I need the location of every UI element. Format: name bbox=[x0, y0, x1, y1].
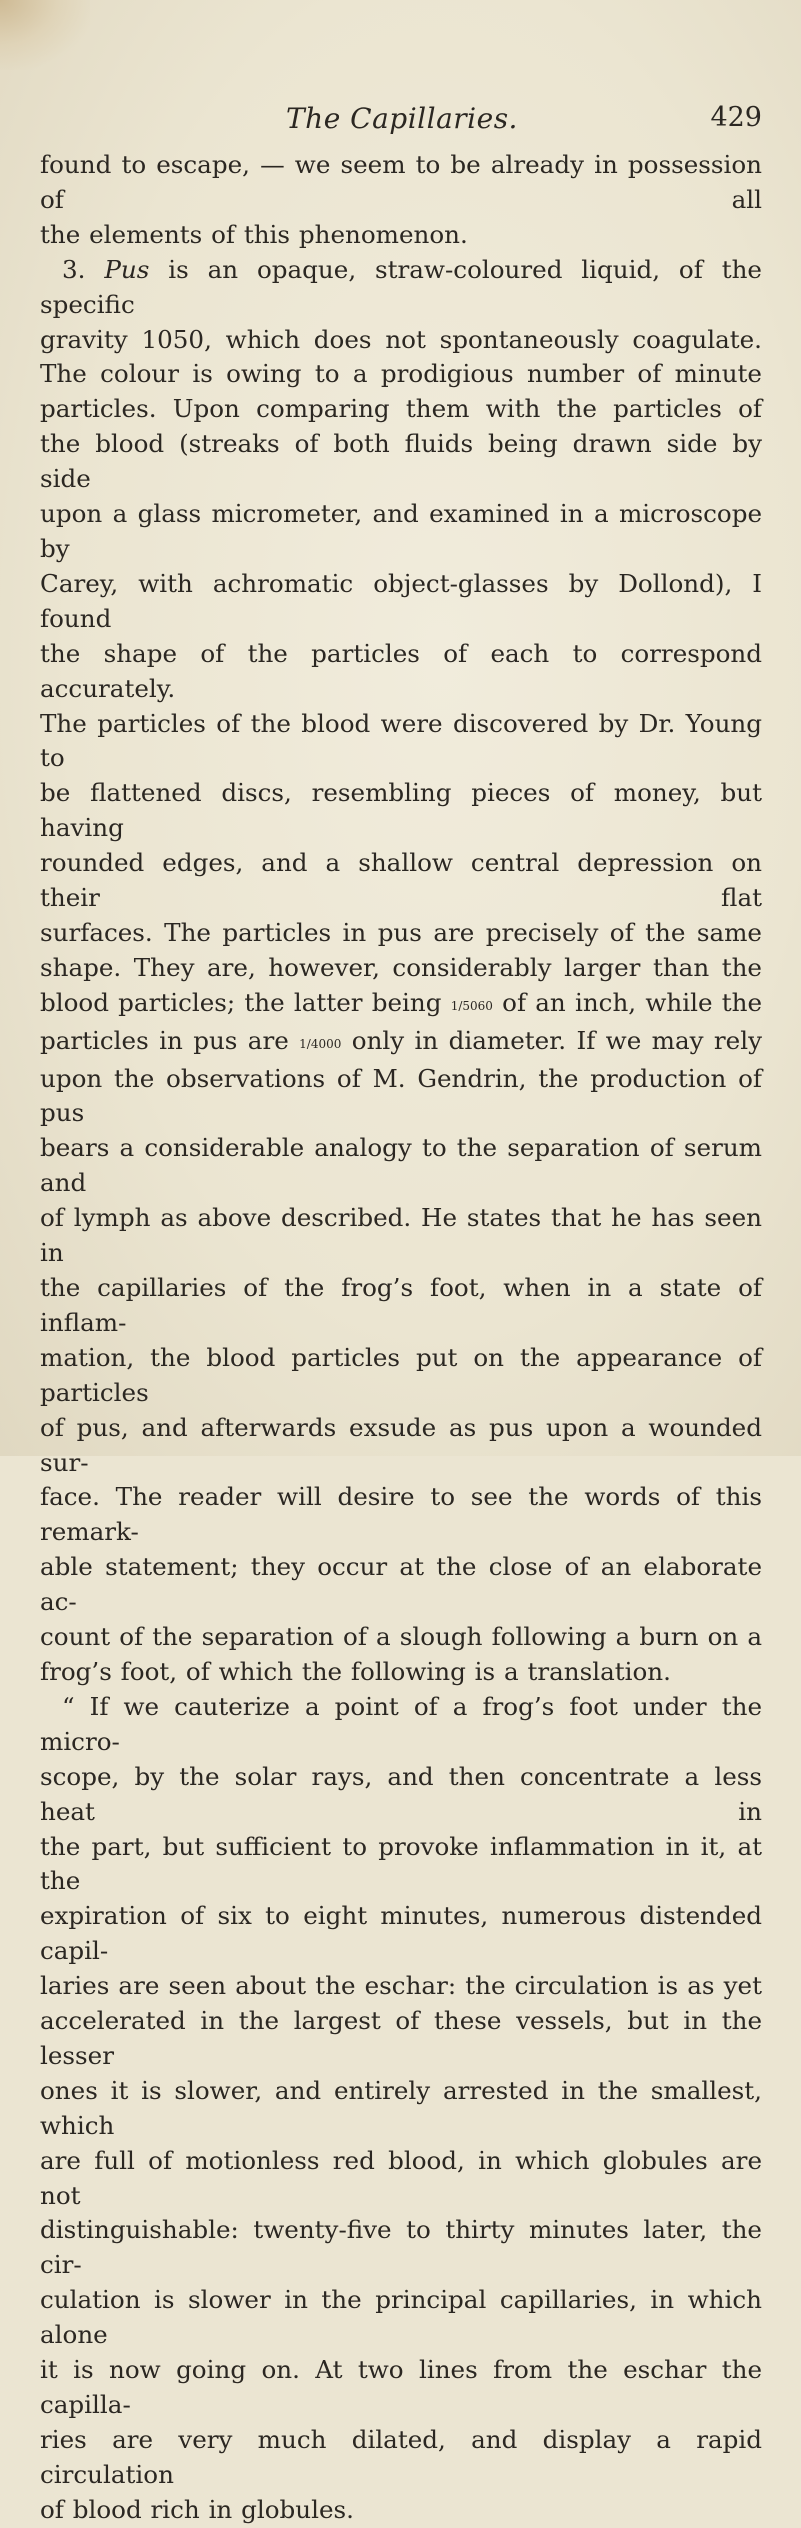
text-line: face. The reader will desire to see the words of this remark- bbox=[40, 1482, 762, 1547]
text-line: the elements of this phenomenon. bbox=[40, 219, 468, 249]
text-line: particles in pus are 1/4000 only in diameter. If we may rely bbox=[40, 1025, 762, 1055]
text-line: accelerated in the largest of these vessels, but in the lesser bbox=[40, 2006, 762, 2070]
text-line: ries are very much dilated, and display a rapid circulation bbox=[40, 2424, 762, 2489]
text-line: culation is slower in the principal capillaries, in which alone bbox=[40, 2285, 762, 2350]
text-line: upon the observations of M. Gendrin, the production of pus bbox=[40, 1063, 762, 1128]
text-line: found to escape, — we seem to be already in possession of all bbox=[40, 150, 762, 214]
text-line: laries are seen about the eschar: the circulation is as yet bbox=[40, 1971, 762, 2001]
text-line: the blood (streaks of both fluids being drawn side by side bbox=[40, 429, 762, 494]
text-line: of lymph as above described. He states that he has seen in bbox=[40, 1203, 762, 1268]
text-line: distinguishable: twenty-five to thirty minutes later, the cir- bbox=[40, 2215, 762, 2280]
text-line: Carey, with achromatic object-glasses by Dollond), I found bbox=[40, 568, 762, 633]
text-line: it is now going on. At two lines from the eschar the capilla- bbox=[40, 2355, 762, 2419]
text-line: are full of motionless red blood, in which globules are not bbox=[40, 2145, 762, 2210]
text-line: of blood rich in globules. bbox=[40, 2494, 354, 2524]
text-line: particles. Upon comparing them with the particles of bbox=[40, 394, 762, 424]
text-line: surfaces. The particles in pus are precisely of the same bbox=[40, 917, 762, 947]
text-line: gravity 1050, which does not spontaneously coagulate. bbox=[40, 324, 762, 354]
text-line: “ If we cauterize a point of a frog’s foot under the micro- bbox=[40, 1691, 762, 1756]
text-line: The particles of the blood were discovered by Dr. Young to bbox=[40, 708, 762, 773]
text-line: shape. They are, however, considerably larger than the bbox=[40, 952, 762, 982]
fraction: 1/4000 bbox=[299, 1036, 342, 1051]
running-title: The Capillaries. bbox=[286, 102, 518, 135]
body-text bbox=[40, 148, 762, 2528]
page-number: 429 bbox=[710, 102, 762, 133]
text-line: bears a considerable analogy to the separation of serum and bbox=[40, 1133, 762, 1198]
running-head bbox=[40, 102, 762, 142]
fraction: 1/5060 bbox=[450, 998, 493, 1013]
text-line: able statement; they occur at the close of an elaborate ac- bbox=[40, 1552, 762, 1617]
text-line: The colour is owing to a prodigious number of minute bbox=[40, 359, 762, 389]
text-line: the capillaries of the frog’s foot, when in a state of inflam- bbox=[40, 1273, 762, 1337]
text-line: 3. Pus is an opaque, straw-coloured liquid, of the specific bbox=[40, 254, 762, 319]
text-line: blood particles; the latter being 1/5060 of an inch, while the bbox=[40, 987, 763, 1017]
text-line: frog’s foot, of which the following is a translation. bbox=[40, 1656, 671, 1686]
text-line: upon a glass micrometer, and examined in a microscope by bbox=[40, 499, 762, 563]
text-line: scope, by the solar rays, and then concentrate a less heat in bbox=[40, 1761, 762, 1826]
text-line: ones it is slower, and entirely arrested in the smallest, which bbox=[40, 2075, 762, 2140]
text-line: mation, the blood particles put on the appearance of particles bbox=[40, 1342, 762, 1407]
text-line: of pus, and afterwards exsude as pus upon a wounded sur- bbox=[40, 1412, 762, 1477]
paper-stain bbox=[0, 0, 90, 70]
italic-term: Pus bbox=[104, 254, 150, 284]
text-line: expiration of six to eight minutes, numerous distended capil- bbox=[40, 1901, 762, 1966]
text-line: count of the separation of a slough following a burn on a bbox=[40, 1622, 762, 1652]
text-line: the part, but sufficient to provoke inflammation in it, at the bbox=[40, 1831, 762, 1896]
text-line: rounded edges, and a shallow central depression on their flat bbox=[40, 848, 762, 913]
text-line: the shape of the particles of each to correspond accurately. bbox=[40, 638, 762, 703]
text-line: be flattened discs, resembling pieces of money, but having bbox=[40, 778, 762, 843]
